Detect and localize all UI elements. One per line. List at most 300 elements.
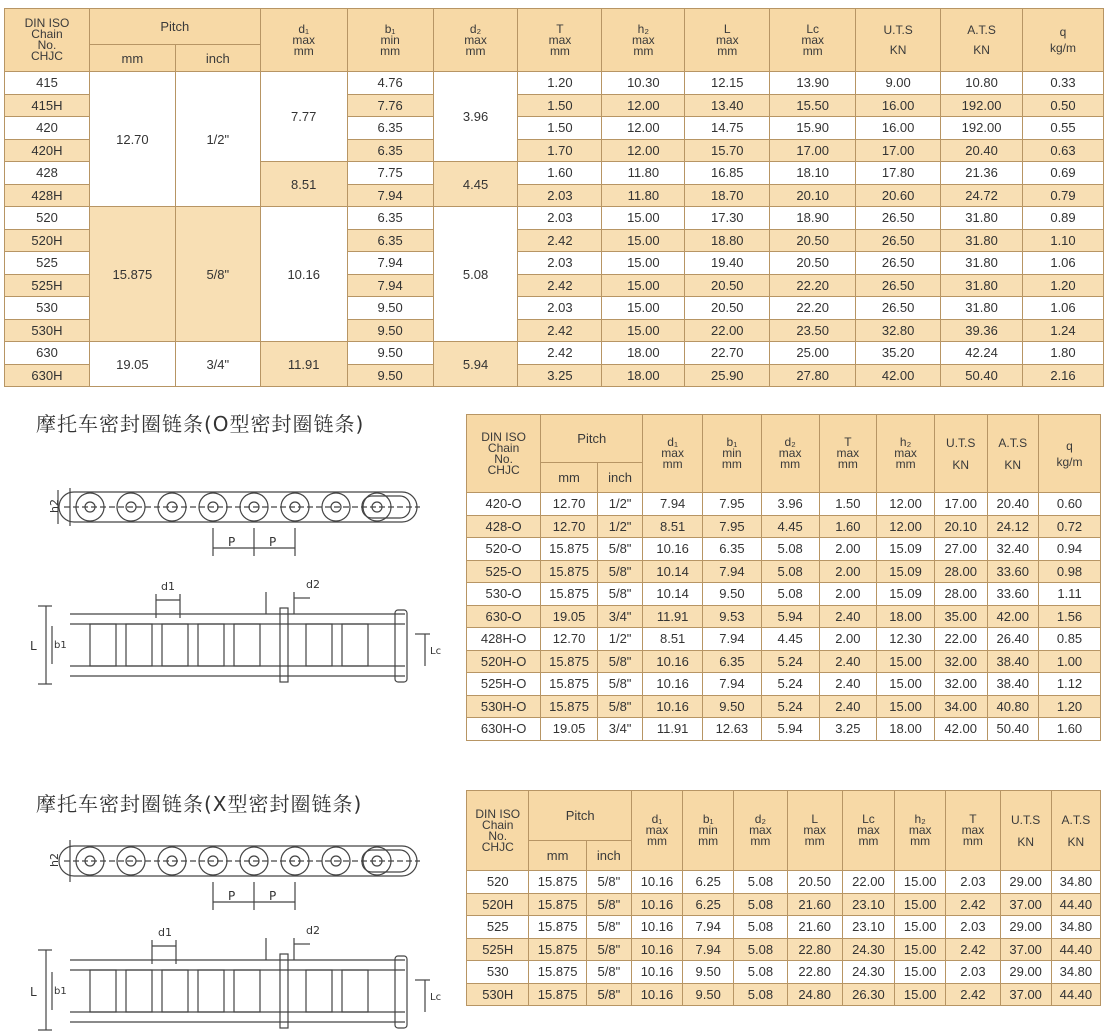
lc-cell: 22.20 <box>770 297 856 320</box>
q-cell: 1.00 <box>1039 650 1101 673</box>
x-b1-label: b1 <box>54 986 67 997</box>
uts-cell: 17.80 <box>856 162 941 185</box>
chain-cell: 525H <box>467 938 529 961</box>
table-row <box>5 342 1104 365</box>
pitch-inch-cell: 1/2" <box>597 515 642 538</box>
uts-cell: 17.00 <box>856 139 941 162</box>
header-lc: Lc max mm <box>770 9 856 72</box>
pitch-mm-cell: 12.70 <box>541 515 598 538</box>
h2-cell: 15.09 <box>877 560 935 583</box>
q-cell: 0.69 <box>1023 162 1104 185</box>
b1-cell: 9.50 <box>683 961 734 984</box>
l-cell: 18.70 <box>685 184 770 207</box>
ats-cell: 44.40 <box>1051 938 1100 961</box>
h2-cell: 15.00 <box>877 673 935 696</box>
ats-cell: 33.60 <box>987 583 1039 606</box>
chain-number-cell: 428 <box>5 162 90 185</box>
d1-cell: 10.16 <box>631 893 682 916</box>
ats-cell: 192.00 <box>941 117 1023 140</box>
q-cell: 1.06 <box>1023 297 1104 320</box>
b1-cell: 7.75 <box>347 162 433 185</box>
pitch-mm-cell: 15.875 <box>541 538 598 561</box>
chain-cell: 530 <box>467 961 529 984</box>
lc-cell: 18.90 <box>770 207 856 230</box>
d2-cell: 5.24 <box>761 695 819 718</box>
uts-cell: 29.00 <box>1000 961 1051 984</box>
d1-cell: 10.16 <box>631 938 682 961</box>
b1-cell: 6.25 <box>683 893 734 916</box>
t-cell: 2.42 <box>946 938 1000 961</box>
q-cell: 1.56 <box>1039 605 1101 628</box>
q-cell: 0.98 <box>1039 560 1101 583</box>
t-cell: 2.40 <box>819 605 877 628</box>
lc-cell: 22.00 <box>842 871 894 894</box>
t-cell: 2.40 <box>819 650 877 673</box>
b1-cell: 7.94 <box>347 184 433 207</box>
l-cell: 13.40 <box>685 94 770 117</box>
chain-cell: 520H <box>467 893 529 916</box>
x-header-chain: DIN ISO Chain No. CHJC <box>467 791 529 871</box>
l-cell: 22.70 <box>685 342 770 365</box>
d2-cell: 4.45 <box>761 515 819 538</box>
table-row <box>467 515 1101 538</box>
x-ring-chain-top-view-drawing <box>50 832 430 912</box>
l-cell: 21.60 <box>787 893 842 916</box>
table-row <box>467 938 1101 961</box>
l-cell: 21.60 <box>787 916 842 939</box>
t-cell: 1.50 <box>819 493 877 516</box>
o-header-inch: inch <box>597 463 642 493</box>
pitch-mm-cell: 15.875 <box>89 207 175 342</box>
table-row <box>467 695 1101 718</box>
x-header-ats: A.T.S KN <box>1051 791 1100 871</box>
o-ring-chain-side-view-drawing <box>30 578 450 688</box>
uts-cell: 35.20 <box>856 342 941 365</box>
ats-cell: 33.60 <box>987 560 1039 583</box>
q-cell: 0.89 <box>1023 207 1104 230</box>
uts-cell: 29.00 <box>1000 916 1051 939</box>
chain-cell: 530H-O <box>467 695 541 718</box>
lc-cell: 18.10 <box>770 162 856 185</box>
x-header-d1: d₁ max mm <box>631 791 682 871</box>
h2-cell: 15.00 <box>895 893 946 916</box>
header-pitch-mm: mm <box>89 45 175 72</box>
t-cell: 2.03 <box>518 184 602 207</box>
pitch-inch-cell: 3/4" <box>175 342 260 387</box>
b1-cell: 9.50 <box>347 364 433 387</box>
ats-cell: 31.80 <box>941 229 1023 252</box>
table-row <box>467 893 1101 916</box>
uts-cell: 37.00 <box>1000 938 1051 961</box>
d2-cell: 5.08 <box>734 916 787 939</box>
pitch-mm-cell: 15.875 <box>529 961 586 984</box>
pitch-mm-cell: 15.875 <box>541 560 598 583</box>
lc-cell: 17.00 <box>770 139 856 162</box>
chain-cell: 420-O <box>467 493 541 516</box>
b1-cell: 6.35 <box>347 229 433 252</box>
x-header-uts: U.T.S KN <box>1000 791 1051 871</box>
uts-cell: 35.00 <box>934 605 987 628</box>
h2-cell: 18.00 <box>602 364 685 387</box>
l-cell: 25.90 <box>685 364 770 387</box>
table-row <box>467 560 1101 583</box>
ats-cell: 10.80 <box>941 72 1023 95</box>
h2-cell: 12.00 <box>602 117 685 140</box>
t-cell: 3.25 <box>518 364 602 387</box>
uts-cell: 28.00 <box>934 583 987 606</box>
ats-cell: 42.00 <box>987 605 1039 628</box>
q-cell: 1.60 <box>1039 718 1101 741</box>
h2-cell: 18.00 <box>602 342 685 365</box>
pitch-inch-cell: 5/8" <box>586 983 631 1006</box>
x-header-b1: b₁ min mm <box>683 791 734 871</box>
t-cell: 2.42 <box>518 319 602 342</box>
t-cell: 1.50 <box>518 117 602 140</box>
table-row <box>467 493 1101 516</box>
t-cell: 2.40 <box>819 673 877 696</box>
h2-cell: 15.00 <box>602 274 685 297</box>
t-cell: 1.60 <box>819 515 877 538</box>
t-cell: 2.42 <box>946 893 1000 916</box>
chain-cell: 530-O <box>467 583 541 606</box>
lc-cell: 26.30 <box>842 983 894 1006</box>
pitch-mm-cell: 19.05 <box>89 342 175 387</box>
table-row <box>467 628 1101 651</box>
l-cell: 20.50 <box>787 871 842 894</box>
t-cell: 1.70 <box>518 139 602 162</box>
pitch-mm-cell: 12.70 <box>89 72 175 207</box>
ats-cell: 24.72 <box>941 184 1023 207</box>
uts-cell: 32.00 <box>934 673 987 696</box>
chain-cell: 428-O <box>467 515 541 538</box>
uts-cell: 26.50 <box>856 274 941 297</box>
p-label-2: P <box>269 535 277 549</box>
lc-cell: 25.00 <box>770 342 856 365</box>
chain-cell: 630-O <box>467 605 541 628</box>
uts-cell: 42.00 <box>934 718 987 741</box>
b1-cell: 7.94 <box>703 560 762 583</box>
chain-cell: 525-O <box>467 560 541 583</box>
pitch-inch-cell: 5/8" <box>586 871 631 894</box>
d2-label: d2 <box>306 578 320 591</box>
b1-cell: 7.94 <box>347 252 433 275</box>
chain-number-cell: 530H <box>5 319 90 342</box>
d2-cell: 5.08 <box>761 583 819 606</box>
uts-cell: 28.00 <box>934 560 987 583</box>
pitch-inch-cell: 1/2" <box>597 628 642 651</box>
b1-cell: 12.63 <box>703 718 762 741</box>
table-row <box>467 650 1101 673</box>
ats-cell: 42.24 <box>941 342 1023 365</box>
h2-cell: 15.00 <box>602 319 685 342</box>
d2-cell: 3.96 <box>761 493 819 516</box>
ats-cell: 24.12 <box>987 515 1039 538</box>
table-row <box>467 673 1101 696</box>
pitch-mm-cell: 15.875 <box>529 871 586 894</box>
h2-cell: 11.80 <box>602 184 685 207</box>
pitch-inch-cell: 5/8" <box>586 961 631 984</box>
ats-cell: 20.40 <box>941 139 1023 162</box>
uts-cell: 26.50 <box>856 207 941 230</box>
o-header-h2: h₂ max mm <box>877 415 935 493</box>
d1-cell: 10.16 <box>643 673 703 696</box>
o-ring-chain-top-view-drawing <box>50 478 430 558</box>
chain-number-cell: 415 <box>5 72 90 95</box>
h2-cell: 15.00 <box>877 695 935 718</box>
b1-cell: 6.35 <box>703 650 762 673</box>
q-cell: 1.11 <box>1039 583 1101 606</box>
x-ring-chain-title: 摩托车密封圈链条(X型密封圈链条) <box>36 792 363 816</box>
h2-cell: 12.30 <box>877 628 935 651</box>
x-header-mm: mm <box>529 841 586 871</box>
pitch-mm-cell: 15.875 <box>529 916 586 939</box>
uts-cell: 22.00 <box>934 628 987 651</box>
d2-cell: 5.94 <box>433 342 518 387</box>
ats-cell: 38.40 <box>987 673 1039 696</box>
pitch-inch-cell: 3/4" <box>597 605 642 628</box>
h2-cell: 12.00 <box>602 139 685 162</box>
t-cell: 1.50 <box>518 94 602 117</box>
d1-cell: 10.16 <box>631 961 682 984</box>
x-l-label: L <box>30 985 37 999</box>
d2-cell: 5.24 <box>761 650 819 673</box>
ats-cell: 50.40 <box>941 364 1023 387</box>
l-cell: 24.80 <box>787 983 842 1006</box>
d1-cell: 10.16 <box>643 538 703 561</box>
d1-cell: 11.91 <box>643 605 703 628</box>
t-cell: 1.60 <box>518 162 602 185</box>
d1-cell: 10.16 <box>643 650 703 673</box>
pitch-mm-cell: 12.70 <box>541 493 598 516</box>
chain-cell: 428H-O <box>467 628 541 651</box>
h2-cell: 15.00 <box>895 916 946 939</box>
l-cell: 22.80 <box>787 961 842 984</box>
t-cell: 3.25 <box>819 718 877 741</box>
pitch-inch-cell: 5/8" <box>597 538 642 561</box>
q-cell: 1.10 <box>1023 229 1104 252</box>
o-header-b1: b₁ min mm <box>703 415 762 493</box>
lc-cell: 23.10 <box>842 893 894 916</box>
table-row <box>467 871 1101 894</box>
x-header-pitch: Pitch <box>529 791 631 841</box>
o-ring-spec-table <box>466 414 1101 741</box>
pitch-mm-cell: 15.875 <box>529 983 586 1006</box>
d1-cell: 10.16 <box>631 916 682 939</box>
o-header-d1: d₁ max mm <box>643 415 703 493</box>
t-cell: 2.42 <box>518 229 602 252</box>
lc-cell: 20.50 <box>770 229 856 252</box>
pitch-inch-cell: 1/2" <box>175 72 260 207</box>
t-cell: 2.03 <box>518 297 602 320</box>
q-cell: 1.06 <box>1023 252 1104 275</box>
o-header-d2: d₂ max mm <box>761 415 819 493</box>
chain-cell: 520-O <box>467 538 541 561</box>
chain-cell: 520H-O <box>467 650 541 673</box>
b1-cell: 9.50 <box>683 983 734 1006</box>
d1-cell: 11.91 <box>643 718 703 741</box>
t-cell: 2.00 <box>819 560 877 583</box>
pitch-inch-cell: 5/8" <box>175 207 260 342</box>
d2-cell: 4.45 <box>433 162 518 207</box>
uts-cell: 32.00 <box>934 650 987 673</box>
d2-cell: 5.08 <box>734 961 787 984</box>
ats-cell: 34.80 <box>1051 916 1100 939</box>
header-ats: A.T.S KN <box>941 9 1023 72</box>
ats-cell: 32.40 <box>987 538 1039 561</box>
p-label-1: P <box>228 535 236 549</box>
uts-cell: 16.00 <box>856 117 941 140</box>
table-row <box>5 207 1104 230</box>
pitch-mm-cell: 15.875 <box>541 583 598 606</box>
ats-cell: 39.36 <box>941 319 1023 342</box>
b1-cell: 9.50 <box>347 319 433 342</box>
lc-cell: 23.10 <box>842 916 894 939</box>
h2-cell: 15.00 <box>602 229 685 252</box>
d2-cell: 3.96 <box>433 72 518 162</box>
b1-cell: 9.50 <box>347 297 433 320</box>
t-cell: 2.03 <box>518 252 602 275</box>
pitch-inch-cell: 5/8" <box>586 916 631 939</box>
x-header-l: L max mm <box>787 791 842 871</box>
pitch-inch-cell: 3/4" <box>597 718 642 741</box>
d2-cell: 5.08 <box>734 893 787 916</box>
d2-cell: 5.08 <box>734 983 787 1006</box>
d1-cell: 10.16 <box>631 983 682 1006</box>
x-ring-spec-table <box>466 790 1101 1006</box>
b1-cell: 6.35 <box>347 117 433 140</box>
header-h2: h₂ max mm <box>602 9 685 72</box>
x-header-d2: d₂ max mm <box>734 791 787 871</box>
h2-cell: 10.30 <box>602 72 685 95</box>
h2-cell: 15.00 <box>602 207 685 230</box>
main-spec-table <box>4 8 1104 387</box>
d2-cell: 5.24 <box>761 673 819 696</box>
t-cell: 2.03 <box>946 961 1000 984</box>
table-row <box>467 538 1101 561</box>
ats-cell: 38.40 <box>987 650 1039 673</box>
lc-label: Lc <box>430 646 442 657</box>
q-cell: 1.80 <box>1023 342 1104 365</box>
l-cell: 20.50 <box>685 274 770 297</box>
d1-cell: 10.14 <box>643 560 703 583</box>
d1-label: d1 <box>161 580 175 593</box>
q-cell: 0.79 <box>1023 184 1104 207</box>
b1-cell: 6.35 <box>703 538 762 561</box>
q-cell: 1.20 <box>1023 274 1104 297</box>
pitch-mm-cell: 15.875 <box>529 893 586 916</box>
pitch-mm-cell: 19.05 <box>541 605 598 628</box>
chain-number-cell: 420 <box>5 117 90 140</box>
chain-cell: 630H-O <box>467 718 541 741</box>
x-lc-label: Lc <box>430 992 442 1003</box>
pitch-inch-cell: 5/8" <box>586 893 631 916</box>
d2-cell: 5.08 <box>761 538 819 561</box>
t-cell: 2.03 <box>946 916 1000 939</box>
ats-cell: 44.40 <box>1051 983 1100 1006</box>
ats-cell: 31.80 <box>941 297 1023 320</box>
header-chain: DIN ISO Chain No. CHJC <box>5 9 90 72</box>
pitch-inch-cell: 5/8" <box>597 560 642 583</box>
uts-cell: 26.50 <box>856 252 941 275</box>
pitch-mm-cell: 15.875 <box>541 673 598 696</box>
t-cell: 2.42 <box>946 983 1000 1006</box>
pitch-mm-cell: 19.05 <box>541 718 598 741</box>
chain-number-cell: 520H <box>5 229 90 252</box>
chain-number-cell: 428H <box>5 184 90 207</box>
x-header-inch: inch <box>586 841 631 871</box>
x-p-label-2: P <box>269 889 277 903</box>
chain-cell: 530H <box>467 983 529 1006</box>
o-header-chain: DIN ISO Chain No. CHJC <box>467 415 541 493</box>
d1-cell: 8.51 <box>260 162 347 207</box>
b1-cell: 7.94 <box>347 274 433 297</box>
chain-number-cell: 525H <box>5 274 90 297</box>
t-cell: 2.40 <box>819 695 877 718</box>
pitch-inch-cell: 5/8" <box>597 695 642 718</box>
b1-cell: 9.50 <box>347 342 433 365</box>
h2-cell: 12.00 <box>602 94 685 117</box>
h2-cell: 15.00 <box>877 650 935 673</box>
d1-cell: 11.91 <box>260 342 347 387</box>
ats-cell: 31.80 <box>941 207 1023 230</box>
chain-number-cell: 525 <box>5 252 90 275</box>
l-cell: 15.70 <box>685 139 770 162</box>
h2-cell: 18.00 <box>877 718 935 741</box>
b1-cell: 9.50 <box>703 583 762 606</box>
q-cell: 0.60 <box>1039 493 1101 516</box>
h2-cell: 11.80 <box>602 162 685 185</box>
ats-cell: 31.80 <box>941 252 1023 275</box>
x-ring-chain-side-view-drawing <box>30 924 450 1034</box>
uts-cell: 16.00 <box>856 94 941 117</box>
h2-cell: 15.00 <box>602 297 685 320</box>
x-header-lc: Lc max mm <box>842 791 894 871</box>
t-cell: 2.00 <box>819 583 877 606</box>
ats-cell: 40.80 <box>987 695 1039 718</box>
lc-cell: 20.50 <box>770 252 856 275</box>
o-header-uts: U.T.S KN <box>934 415 987 493</box>
q-cell: 0.55 <box>1023 117 1104 140</box>
x-header-h2: h₂ max mm <box>895 791 946 871</box>
d2-cell: 5.94 <box>761 605 819 628</box>
t-cell: 2.00 <box>819 628 877 651</box>
x-header-t: T max mm <box>946 791 1000 871</box>
pitch-inch-cell: 1/2" <box>597 493 642 516</box>
h2-cell: 15.00 <box>602 252 685 275</box>
b1-cell: 7.94 <box>683 916 734 939</box>
l-cell: 19.40 <box>685 252 770 275</box>
header-pitch-inch: inch <box>175 45 260 72</box>
header-d1: d₁ max mm <box>260 9 347 72</box>
uts-cell: 20.60 <box>856 184 941 207</box>
d1-cell: 10.14 <box>643 583 703 606</box>
q-cell: 1.20 <box>1039 695 1101 718</box>
pitch-mm-cell: 15.875 <box>541 650 598 673</box>
o-header-t: T max mm <box>819 415 877 493</box>
h2-cell: 15.00 <box>895 983 946 1006</box>
table-row <box>467 583 1101 606</box>
lc-cell: 22.20 <box>770 274 856 297</box>
d1-cell: 7.77 <box>260 72 347 162</box>
b1-cell: 6.25 <box>683 871 734 894</box>
b1-cell: 9.53 <box>703 605 762 628</box>
x-d1-label: d1 <box>158 926 172 939</box>
l-cell: 12.15 <box>685 72 770 95</box>
x-d2-label: d2 <box>306 924 320 937</box>
pitch-mm-cell: 12.70 <box>541 628 598 651</box>
uts-cell: 37.00 <box>1000 983 1051 1006</box>
pitch-inch-cell: 5/8" <box>597 583 642 606</box>
